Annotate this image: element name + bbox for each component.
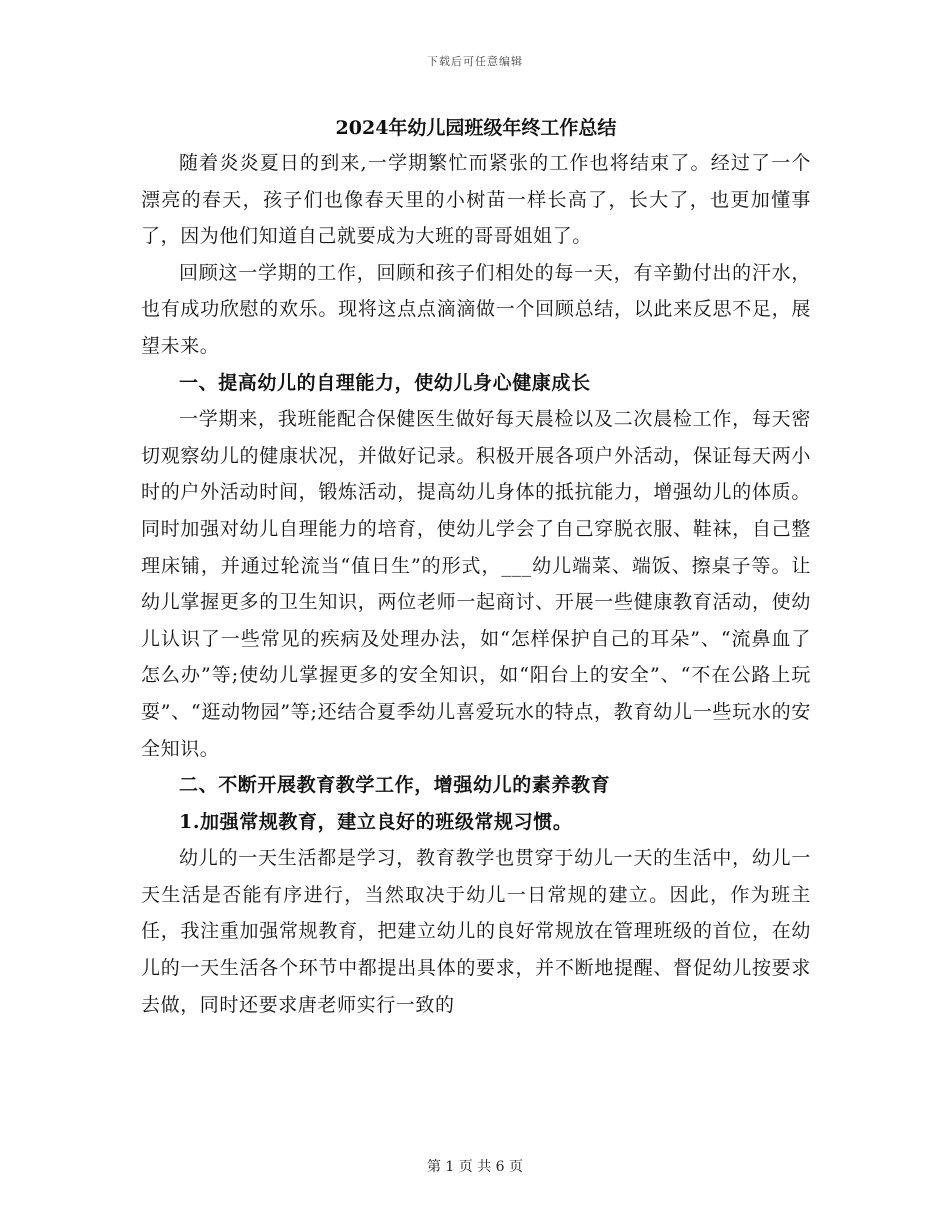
subsection-heading-1: 1.加强常规教育，建立良好的班级常规习惯。	[179, 810, 573, 833]
document-title: 2024年幼儿园班级年终工作总结	[335, 117, 617, 139]
section-heading-2: 二、不断开展教育教学工作，增强幼儿的素养教育	[179, 774, 611, 797]
paragraph-routine: 幼儿的一天生活都是学习，教育教学也贯穿于幼儿一天的生活中，幼儿一天生活是否能有序进行，当然取决于幼儿一日常规的建立。因此，作为班主任，我注重加强常规教育，把建立幼儿的良好常规放在管理班级的首位，在幼儿的一天生活各个环节中都提出具体的要求，并不断地提醒、督促幼儿按要求去做，同时还要求唐老师实行一致的	[141, 847, 811, 1016]
section-heading-1: 一、提高幼儿的自理能力，使幼儿身心健康成长	[179, 371, 591, 394]
paragraph-review: 回顾这一学期的工作，回顾和孩子们相处的每一天，有辛勤付出的汗水，也有成功欣慰的欢乐。现将这点点滴滴做一个回顾总结，以此来反思不足，展望未来。	[141, 261, 811, 357]
page-header-note: 下载后可任意编辑	[427, 55, 523, 68]
page-number: 第 1 页 共 6 页	[426, 1159, 524, 1175]
document-body	[141, 113, 811, 1023]
paragraph-self-care: 一学期来，我班能配合保健医生做好每天晨检以及二次晨检工作，每天密切观察幼儿的健康状况，并做好记录。积极开展各项户外活动，保证每天两小时的户外活动时间，锻炼活动，提高幼儿身体的抵抗能力，增强幼儿的体质。同时加强对幼儿自理能力的培育，使幼儿学会了自己穿脱衣服、鞋袜，自己整理床铺，并通过轮流当“值日生”的形式，___幼儿端菜、端饭、擦桌子等。让幼儿掌握更多的卫生知识，两位老师一起商讨、开展一些健康教育活动，使幼儿认识了一些常见的疾病及处理办法，如“怎样保护自己的耳朵”、“流鼻血了怎么办”等;使幼儿掌握更多的安全知识，如“阳台上的安全”、“不在公路上玩耍”、“逛动物园”等;还结合夏季幼儿喜爱玩水的特点，教育幼儿一些玩水的安全知识。	[141, 408, 811, 760]
paragraph-intro: 随着炎炎夏日的到来,一学期繁忙而紧张的工作也将结束了。经过了一个漂亮的春天，孩子们也像春天里的小树苗一样长高了，长大了，也更加懂事了，因为他们知道自己就要成为大班的哥哥姐姐了。	[141, 152, 811, 248]
